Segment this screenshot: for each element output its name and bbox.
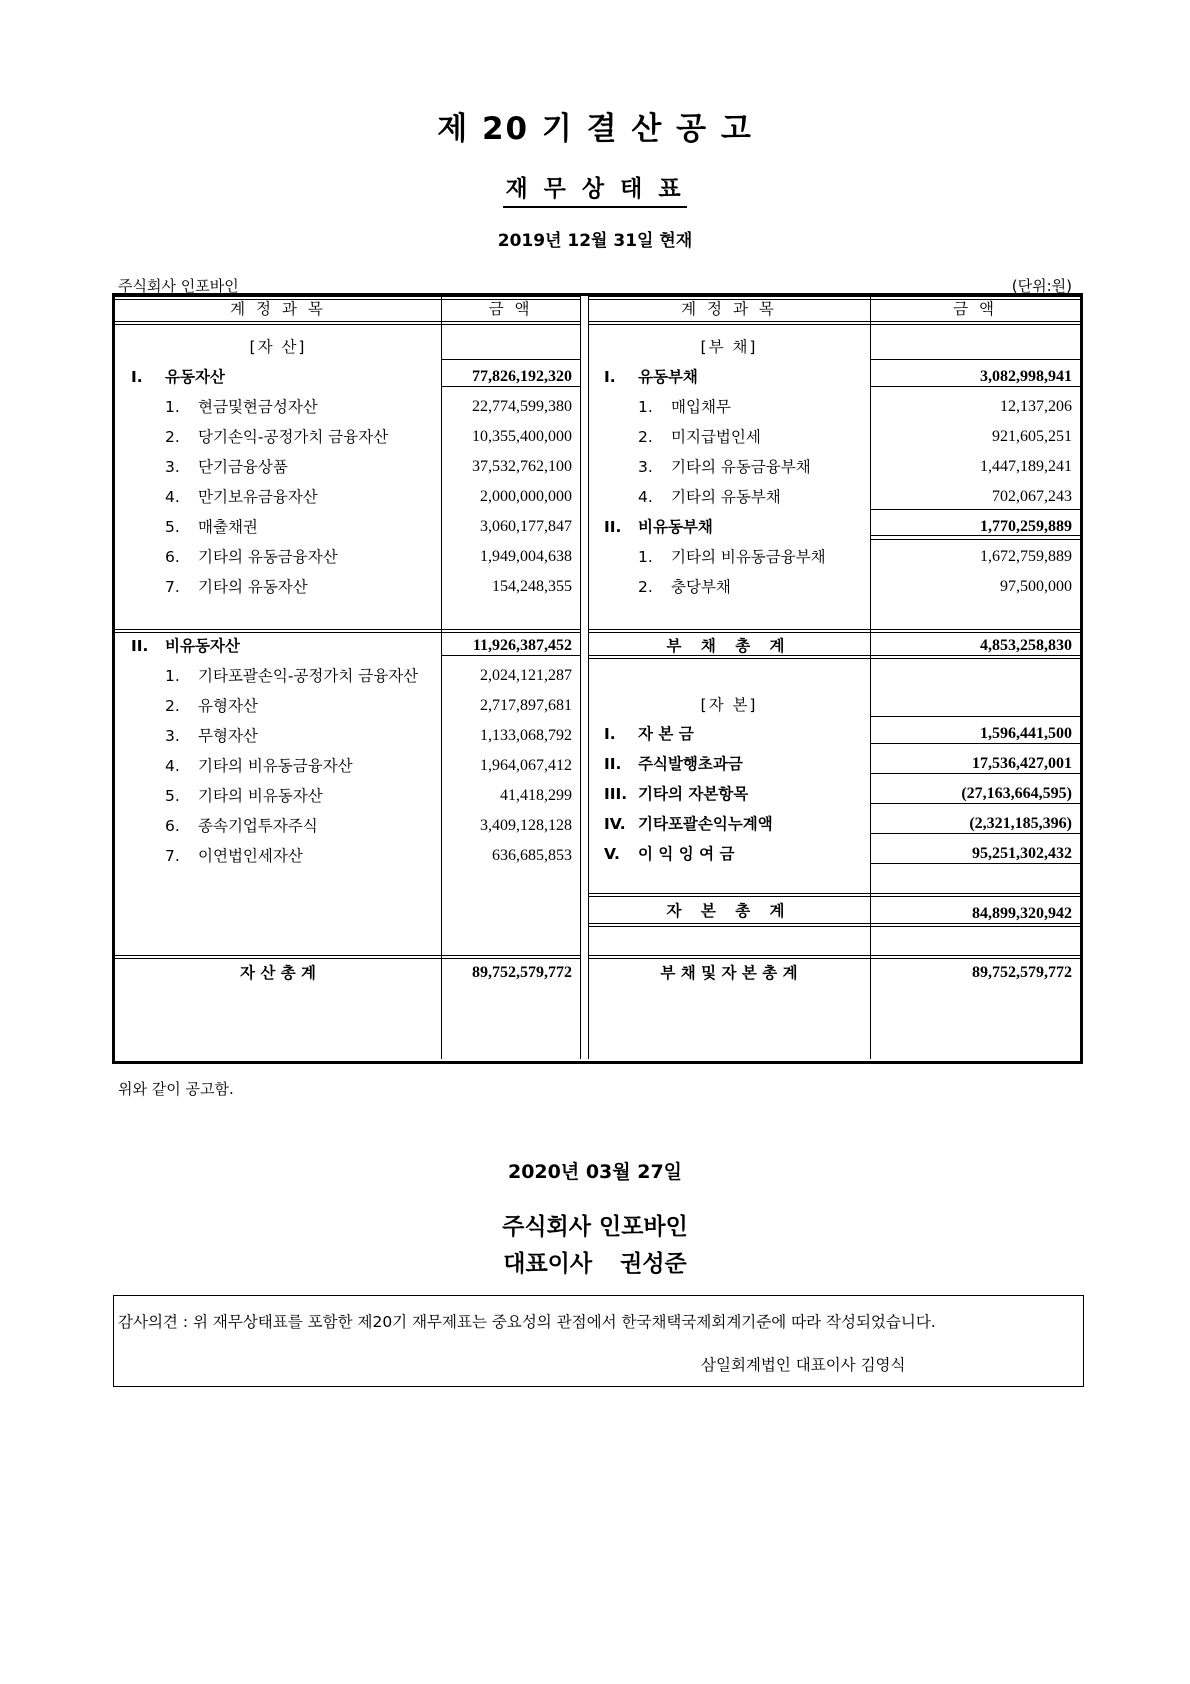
item-number: 6.: [165, 817, 180, 835]
item-number: 2.: [165, 428, 180, 446]
table-rule: [588, 324, 1080, 325]
liability-item-label: 기타의 비유동금융부채: [671, 548, 826, 566]
section-number: I.: [604, 368, 616, 386]
asset-item-amount: 1,949,004,638: [480, 548, 572, 565]
liabilities-section-label: [부 채]: [700, 338, 758, 356]
equity-item-amount: (27,163,664,595): [961, 785, 1072, 802]
notice-text: 위와 같이 공고함.: [118, 1080, 234, 1098]
asset-item-amount: 22,774,599,380: [472, 398, 572, 415]
table-rule: [870, 359, 1080, 360]
asset-item-label: 기타포괄손익-공정가치 금융자산: [198, 667, 419, 685]
table-rule: [441, 359, 580, 360]
liability-item-amount: 1,447,189,241: [980, 458, 1072, 475]
table-rule: [115, 632, 580, 633]
table-rule: [870, 743, 1080, 744]
total-equity-amount: 84,899,320,942: [972, 905, 1072, 922]
item-number: 3.: [165, 458, 180, 476]
item-number: 1.: [165, 667, 180, 685]
table-rule: [588, 896, 1080, 897]
assets-section-label: [자 산]: [249, 338, 307, 356]
asset-item-amount: 1,133,068,792: [480, 727, 572, 744]
table-rule: [441, 655, 580, 656]
item-number: 3.: [165, 727, 180, 745]
section-number: II.: [604, 755, 622, 773]
total-equity-label: 자 본 총 계: [666, 902, 792, 920]
total-assets-label: 자 산 총 계: [239, 964, 317, 982]
item-number: 7.: [165, 847, 180, 865]
equity-item-amount: (2,321,185,396): [969, 815, 1072, 832]
asset-item-amount: 154,248,355: [492, 578, 572, 595]
table-rule: [588, 923, 1080, 924]
current-liabilities-label: 유동부채: [638, 368, 698, 386]
item-number: 4.: [638, 488, 653, 506]
current-liabilities-amount: 3,082,998,941: [980, 368, 1072, 385]
unit-label: (단위:원): [1011, 277, 1072, 295]
equity-item-amount: 1,596,441,500: [980, 725, 1072, 742]
table-rule: [588, 296, 589, 1059]
asset-item-amount: 2,717,897,681: [480, 697, 572, 714]
total-liabilities-equity-amount: 89,752,579,772: [972, 964, 1072, 981]
item-number: 6.: [165, 548, 180, 566]
asset-item-label: 기타의 유동금융자산: [198, 548, 338, 566]
balance-sheet-table: [112, 293, 1083, 1064]
equity-item-label: 이 익 잉 여 금: [638, 845, 735, 863]
asset-item-label: 매출채권: [198, 518, 258, 536]
current-assets-label: 유동자산: [165, 368, 225, 386]
asset-item-amount: 3,060,177,847: [480, 518, 572, 535]
as-of-date: 2019년 12월 31일 현재: [497, 231, 693, 251]
item-number: 2.: [165, 697, 180, 715]
asset-item-label: 만기보유금융자산: [198, 488, 318, 506]
section-number: IV.: [604, 815, 626, 833]
asset-item-label: 이연법인세자산: [198, 847, 303, 865]
noncurrent-assets-label: 비유동자산: [165, 637, 240, 655]
table-rule: [588, 955, 1080, 956]
table-rule: [115, 955, 580, 956]
equity-item-label: 자 본 금: [638, 725, 694, 743]
column-header-account: 계 정 과 목: [230, 300, 326, 318]
auditor-signature: 삼일회계법인 대표이사 김영식: [701, 1356, 906, 1374]
asset-item-amount: 37,532,762,100: [472, 458, 572, 475]
asset-item-label: 기타의 유동자산: [198, 578, 308, 596]
column-header-account: 계 정 과 목: [681, 300, 777, 318]
table-rule: [588, 958, 1080, 959]
section-number: I.: [131, 368, 143, 386]
equity-item-amount: 95,251,302,432: [972, 845, 1072, 862]
table-rule: [588, 629, 1080, 630]
audit-opinion: 감사의견 : 위 재무상태표를 포함한 제20기 재무제표는 중요성의 관점에서 한국채택국제회계기준에 따라 작성되었습니다.: [118, 1313, 936, 1331]
section-number: V.: [604, 845, 620, 863]
asset-item-amount: 2,000,000,000: [480, 488, 572, 505]
table-rule: [115, 958, 580, 959]
equity-item-amount: 17,536,427,001: [972, 755, 1072, 772]
table-rule: [115, 629, 580, 630]
table-rule: [441, 386, 580, 387]
table-rule: [870, 803, 1080, 804]
table-rule: [115, 296, 580, 297]
section-number: I.: [604, 725, 616, 743]
item-number: 1.: [638, 548, 653, 566]
table-rule: [588, 296, 1080, 297]
table-rule: [870, 509, 1080, 510]
table-rule: [588, 658, 1080, 659]
asset-item-amount: 41,418,299: [500, 787, 572, 804]
item-number: 1.: [638, 398, 653, 416]
equity-item-label: 주식발행초과금: [638, 755, 743, 773]
liability-item-label: 미지급법인세: [671, 428, 761, 446]
table-rule: [870, 773, 1080, 774]
footer-company: 주식회사 인포바인: [502, 1214, 688, 1240]
item-number: 2.: [638, 428, 653, 446]
column-header-amount: 금 액: [488, 300, 533, 318]
table-rule: [115, 321, 580, 322]
asset-item-amount: 10,355,400,000: [472, 428, 572, 445]
audit-opinion-box: [113, 1295, 1084, 1387]
ceo-name: 권성준: [620, 1251, 687, 1277]
table-rule: [870, 386, 1080, 387]
liability-item-amount: 97,500,000: [1000, 578, 1072, 595]
liability-item-amount: 1,672,759,889: [980, 548, 1072, 565]
section-number: III.: [604, 785, 628, 803]
asset-item-label: 단기금융상품: [198, 458, 288, 476]
column-header-amount: 금 액: [953, 300, 997, 318]
liability-item-label: 충당부채: [671, 578, 731, 596]
liability-item-label: 기타의 유동부채: [671, 488, 781, 506]
liability-item-amount: 12,137,206: [1000, 398, 1072, 415]
total-liabilities-label: 부 채 총 계: [666, 637, 792, 655]
table-rule: [870, 539, 1080, 540]
page-title: 제 20 기 결 산 공 고: [437, 111, 753, 147]
table-rule: [588, 655, 1080, 656]
asset-item-amount: 1,964,067,412: [480, 757, 572, 774]
table-rule: [588, 321, 1080, 322]
asset-item-label: 기타의 비유동금융자산: [198, 757, 353, 775]
liability-item-label: 기타의 유동금융부채: [671, 458, 811, 476]
ceo-title: 대표이사: [503, 1251, 593, 1277]
equity-item-label: 기타의 자본항목: [638, 785, 749, 803]
table-rule: [588, 893, 1080, 894]
table-rule: [588, 632, 1080, 633]
asset-item-label: 현금및현금성자산: [198, 398, 318, 416]
total-assets-amount: 89,752,579,772: [472, 964, 572, 981]
subtitle-wrap: [0, 170, 1190, 208]
asset-item-label: 종속기업투자주식: [198, 817, 318, 835]
asset-item-amount: 3,409,128,128: [480, 817, 572, 834]
statement-title: 재 무 상 태 표: [503, 170, 686, 208]
item-number: 2.: [638, 578, 653, 596]
table-rule: [580, 296, 581, 1059]
table-rule: [870, 863, 1080, 864]
noncurrent-assets-amount: 11,926,387,452: [472, 637, 572, 654]
item-number: 5.: [165, 518, 180, 536]
liability-item-amount: 702,067,243: [992, 488, 1072, 505]
asset-item-label: 무형자산: [198, 727, 258, 745]
total-liabilities-equity-label: 부 채 및 자 본 총 계: [660, 964, 798, 982]
total-liabilities-amount: 4,853,258,830: [980, 637, 1072, 654]
table-rule: [870, 716, 1080, 717]
section-number: II.: [131, 637, 149, 655]
equity-section-label: [자 본]: [700, 696, 758, 714]
item-number: 4.: [165, 757, 180, 775]
table-rule: [870, 833, 1080, 834]
table-rule: [588, 926, 1080, 927]
item-number: 3.: [638, 458, 653, 476]
asset-item-label: 유형자산: [198, 697, 258, 715]
company-name: 주식회사 인포바인: [118, 277, 239, 295]
item-number: 1.: [165, 398, 180, 416]
section-number: II.: [604, 518, 622, 536]
announcement-date: 2020년 03월 27일: [507, 1161, 683, 1183]
asset-item-amount: 636,685,853: [492, 847, 572, 864]
item-number: 5.: [165, 787, 180, 805]
item-number: 7.: [165, 578, 180, 596]
asset-item-label: 기타의 비유동자산: [198, 787, 323, 805]
item-number: 4.: [165, 488, 180, 506]
noncurrent-liabilities-amount: 1,770,259,889: [980, 518, 1072, 535]
noncurrent-liabilities-label: 비유동부채: [638, 518, 713, 536]
asset-item-label: 당기손익-공정가치 금융자산: [198, 428, 389, 446]
liability-item-label: 매입채무: [671, 398, 731, 416]
table-rule: [115, 324, 580, 325]
asset-item-amount: 2,024,121,287: [480, 667, 572, 684]
equity-item-label: 기타포괄손익누계액: [638, 815, 773, 833]
current-assets-amount: 77,826,192,320: [472, 368, 572, 385]
ceo-line: [0, 1245, 1190, 1278]
liability-item-amount: 921,605,251: [992, 428, 1072, 445]
